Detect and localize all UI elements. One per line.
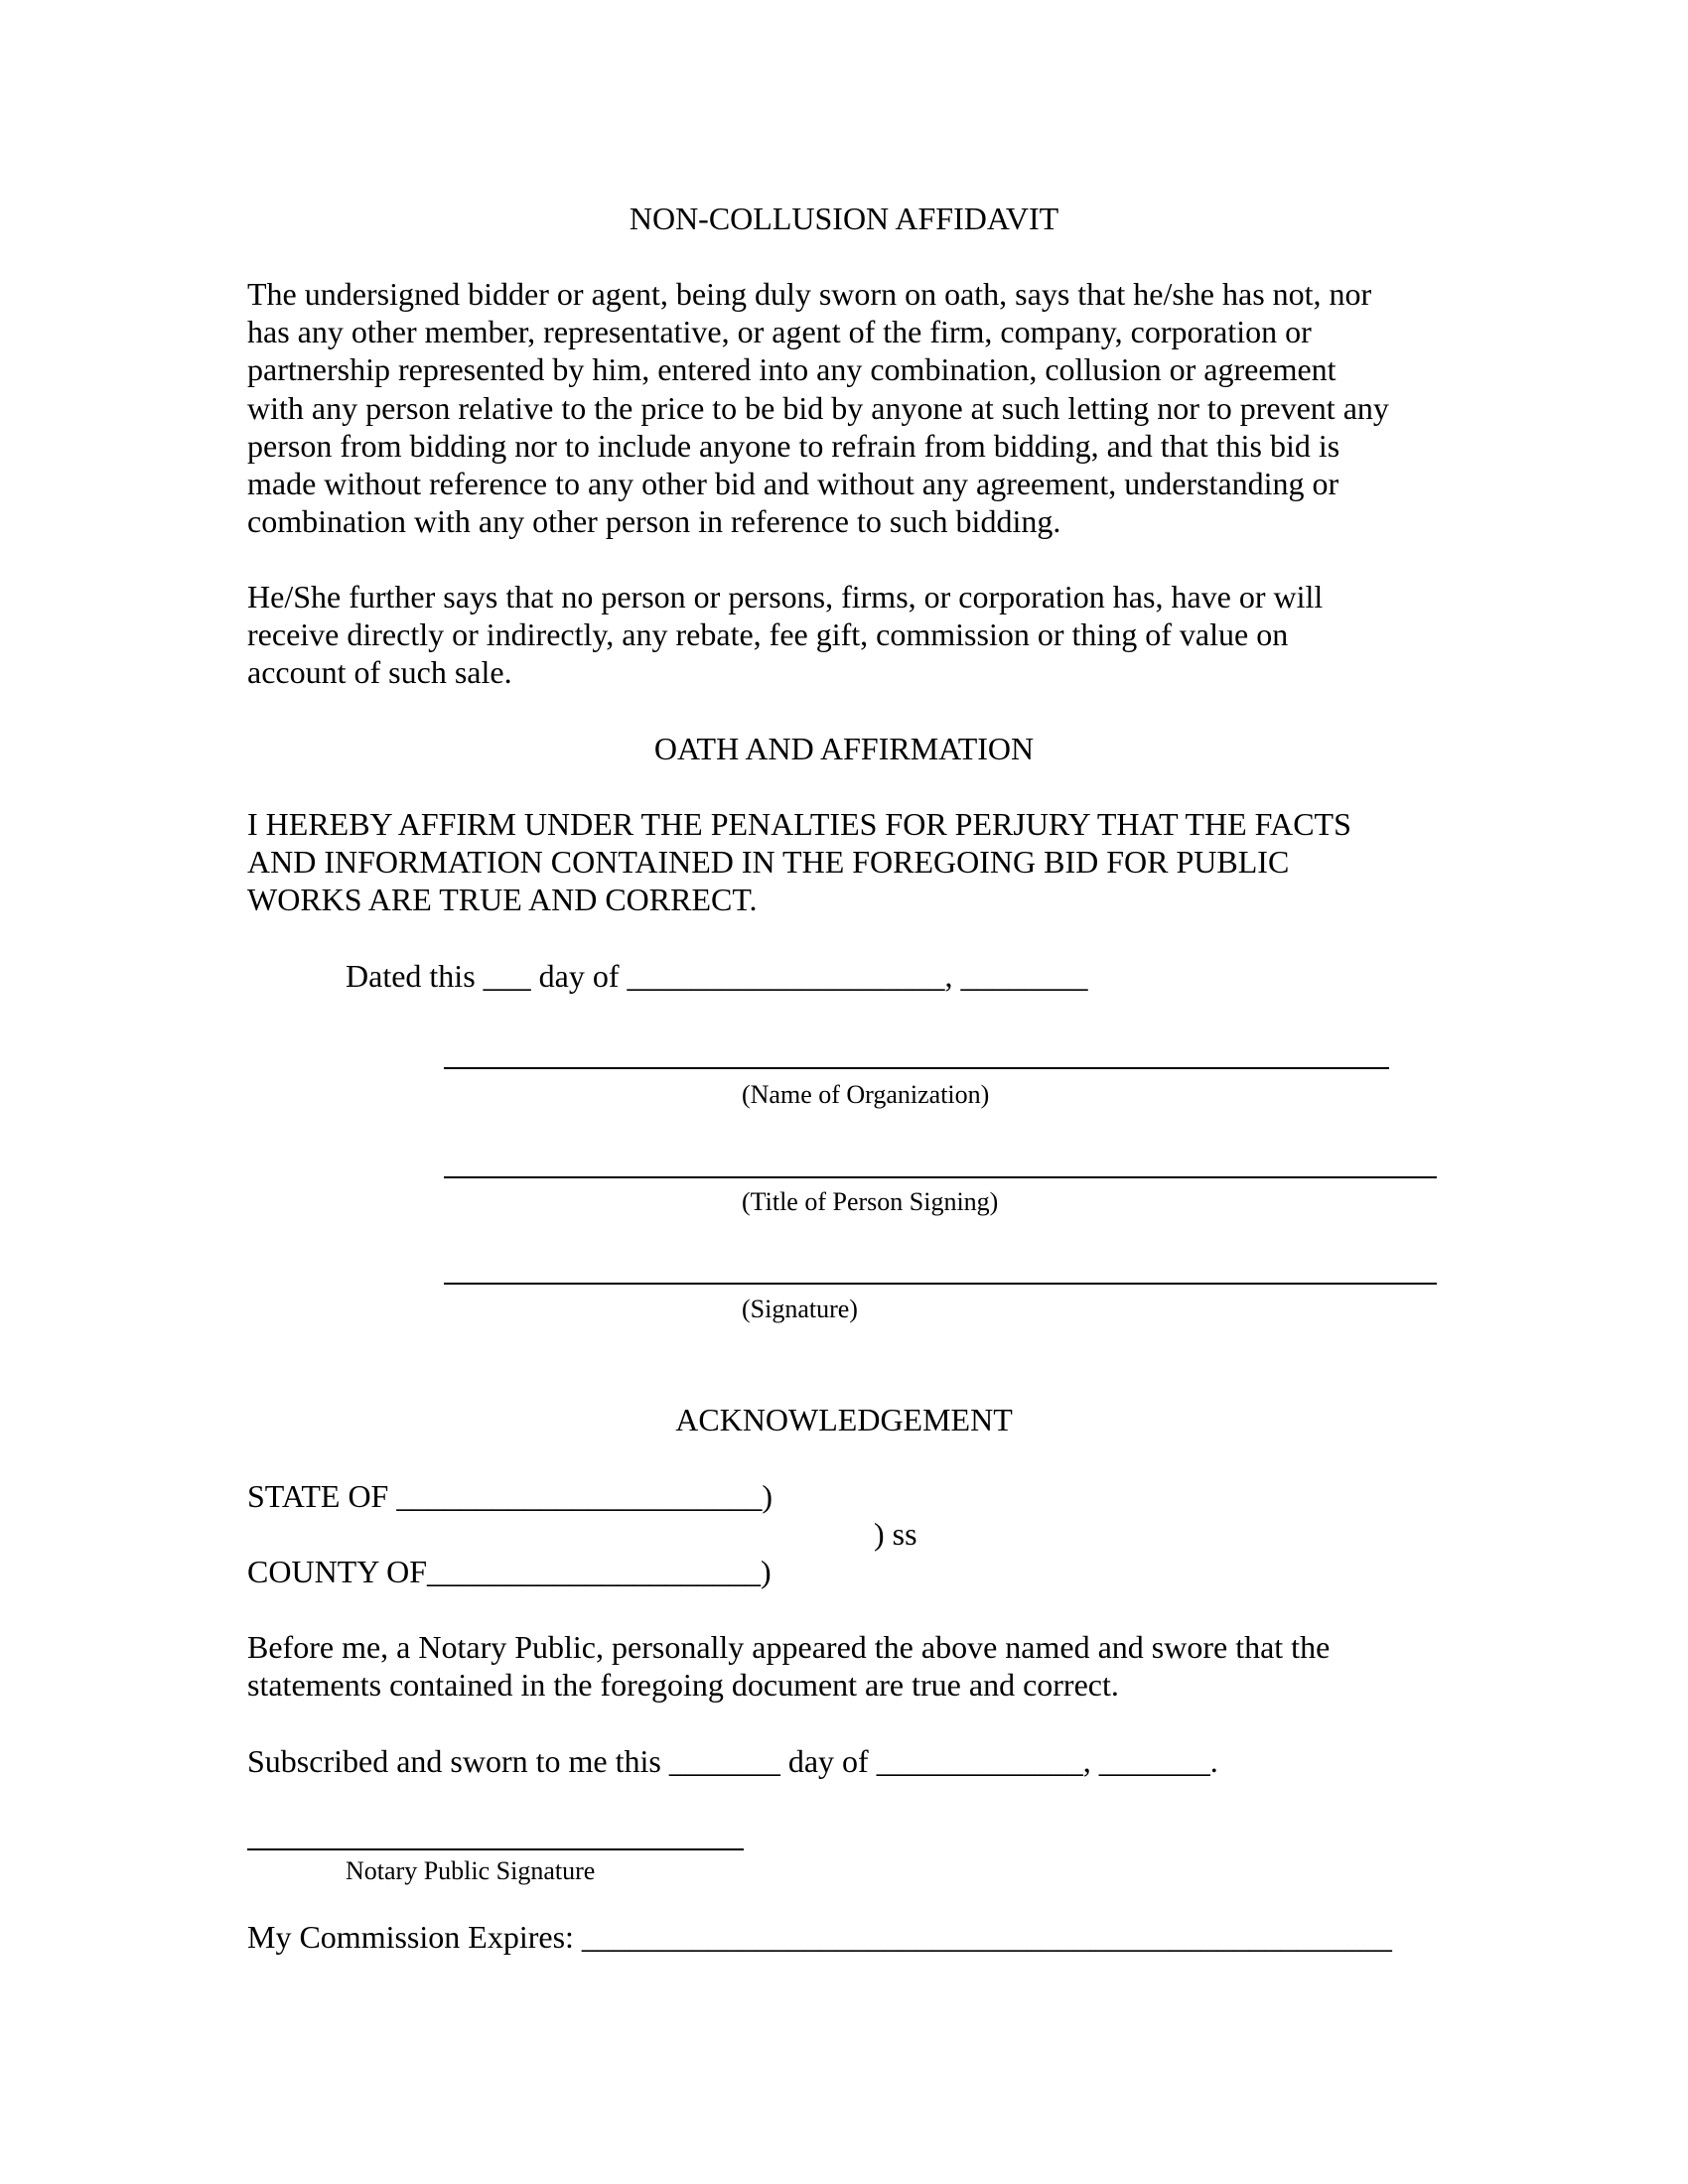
affirmation-paragraph [247, 805, 1469, 919]
paragraph-line: person from bidding nor to include anyone to refrain from bidding, and that this bid is [247, 427, 1340, 464]
paragraph-line: He/She further says that no person or persons, firms, or corporation has, have or will [247, 579, 1324, 614]
organization-name-label: (Name of Organization) [742, 1080, 990, 1109]
paragraph-line: The undersigned bidder or agent, being duly sworn on oath, says that he/she has not, nor [247, 276, 1372, 312]
signer-title-label: (Title of Person Signing) [742, 1187, 999, 1216]
ss-label: ) ss [874, 1516, 917, 1552]
state-of-field[interactable]: STATE OF _______________________) [247, 1478, 773, 1514]
paragraph-line: I HEREBY AFFIRM UNDER THE PENALTIES FOR PERJURY THAT THE FACTS [247, 806, 1351, 842]
paragraph-line: statements contained in the foregoing document are true and correct. [247, 1667, 1119, 1704]
signature-label: (Signature) [742, 1295, 858, 1323]
dated-line[interactable]: Dated this ___ day of ____________________, ________ [346, 958, 1088, 994]
paragraph-line: receive directly or indirectly, any rebate, fee gift, commission or thing of value on [247, 616, 1289, 653]
affidavit-paragraph-1 [247, 275, 1469, 540]
paragraph-line: WORKS ARE TRUE AND CORRECT. [247, 882, 758, 918]
subscribed-line[interactable]: Subscribed and sworn to me this _______ day of _____________, _______. [247, 1743, 1218, 1779]
notary-paragraph [247, 1628, 1469, 1704]
paragraph-line: AND INFORMATION CONTAINED IN THE FOREGOING BID FOR PUBLIC [247, 844, 1290, 881]
paragraph-line: has any other member, representative, or agent of the firm, company, corporation or [247, 314, 1312, 350]
notary-signature-label: Notary Public Signature [346, 1856, 596, 1885]
organization-name-field[interactable] [444, 1067, 1389, 1069]
document-title: NON-COLLUSION AFFIDAVIT [629, 201, 1059, 236]
commission-expires-field[interactable]: My Commission Expires: ___________________________________________________ [247, 1919, 1392, 1955]
oath-heading: OATH AND AFFIRMATION [653, 731, 1035, 766]
paragraph-line: Before me, a Notary Public, personally appeared the above named and swore that the [247, 1629, 1331, 1665]
paragraph-line: with any person relative to the price to be bid by anyone at such letting nor to prevent any [247, 389, 1389, 426]
notary-signature-field[interactable] [247, 1848, 744, 1850]
signature-field[interactable] [444, 1283, 1437, 1285]
paragraph-line: partnership represented by him, entered into any combination, collusion or agreement [247, 351, 1336, 388]
county-of-field[interactable]: COUNTY OF_____________________) [247, 1554, 772, 1589]
paragraph-line: combination with any other person in reference to such bidding. [247, 503, 1061, 540]
paragraph-line: account of such sale. [247, 654, 512, 691]
paragraph-line: made without reference to any other bid and without any agreement, understanding or [247, 466, 1339, 502]
acknowledgement-heading: ACKNOWLEDGEMENT [675, 1402, 1013, 1437]
signer-title-field[interactable] [444, 1176, 1437, 1178]
affidavit-paragraph-2 [247, 578, 1469, 692]
